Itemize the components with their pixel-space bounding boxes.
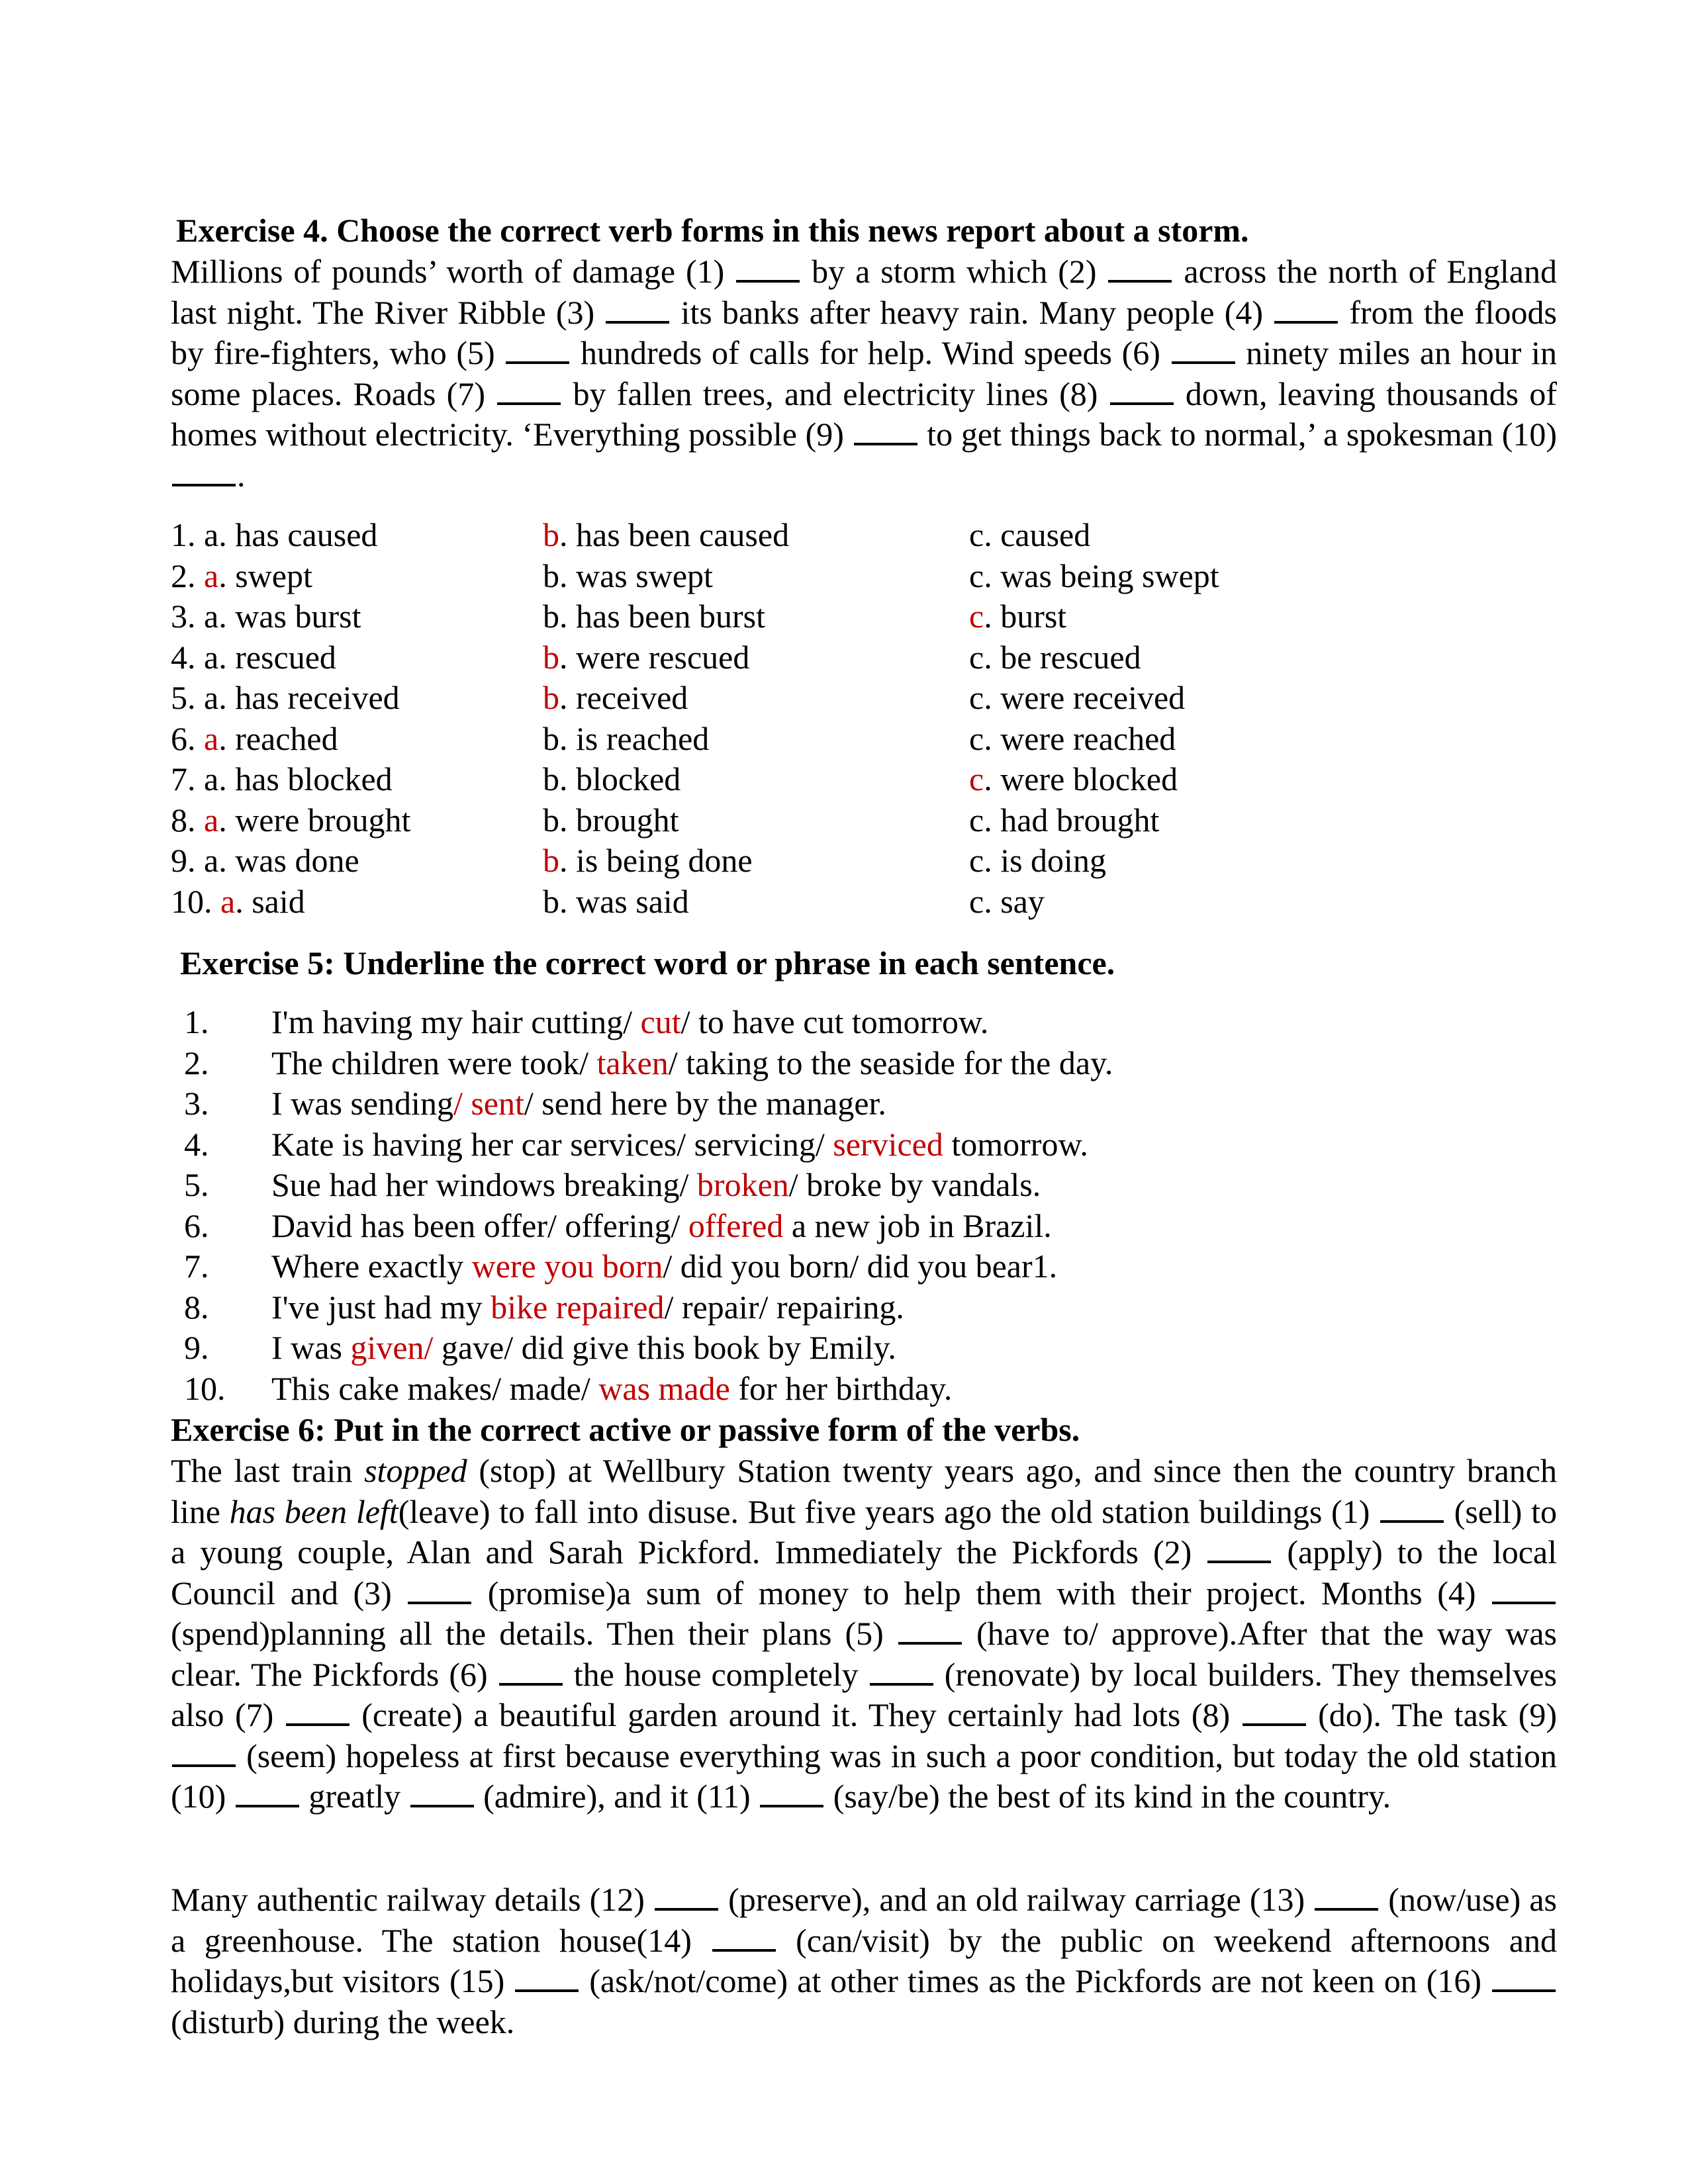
option-letter: a (204, 842, 219, 879)
answer-blank[interactable] (1108, 257, 1172, 283)
question-number: 10. (171, 882, 220, 920)
question-number: 8. (171, 801, 204, 839)
option-c[interactable] (969, 637, 1141, 678)
item-number: 7. (184, 1248, 209, 1285)
item-number: 9. (184, 1329, 209, 1366)
sentence (271, 1002, 988, 1043)
option-letter: c (969, 842, 984, 879)
option-letter: b (543, 842, 559, 879)
answer-blank[interactable] (172, 1742, 236, 1767)
option-letter: b (543, 516, 559, 553)
option-text: . has been burst (559, 598, 766, 635)
answer-blank[interactable] (1380, 1498, 1444, 1523)
option-text: . said (235, 882, 305, 920)
option-letter: a (204, 638, 219, 676)
option-row (171, 841, 1561, 882)
item-number: 1. (184, 1003, 209, 1040)
item-number: 6. (184, 1206, 209, 1244)
paragraph-text: (have to/ approve).After that the way was clear. The Pickfords (6) (171, 1615, 1557, 1693)
list-item (171, 1124, 1561, 1165)
answer-blank[interactable] (515, 1967, 579, 1992)
exercise-5-list (171, 1002, 1561, 1409)
option-b[interactable] (543, 515, 789, 556)
correct-choice[interactable]: taken (596, 1044, 669, 1081)
option-text: . was said (559, 882, 689, 920)
correct-choice[interactable]: serviced (833, 1125, 943, 1163)
paragraph-text: (stop) at Wellbury Station twenty years ago, and since then the country branch line (171, 1452, 1557, 1530)
option-text: . blocked (559, 760, 681, 797)
sentence-text: / send here by the manager. (524, 1085, 886, 1122)
answer-blank[interactable] (712, 1927, 776, 1952)
paragraph-text: (renovate) by local builders. They themselves also (7) (171, 1655, 1557, 1733)
correct-choice[interactable]: was made (598, 1369, 730, 1407)
sentence (271, 1083, 886, 1124)
option-c[interactable] (969, 556, 1219, 597)
answer-blank[interactable] (506, 339, 569, 364)
option-c[interactable] (969, 678, 1185, 719)
option-letter: a (220, 882, 236, 920)
option-text: . had brought (984, 801, 1160, 839)
correct-choice[interactable]: bike repaired (491, 1288, 665, 1326)
option-a[interactable] (171, 637, 336, 678)
option-c[interactable] (969, 841, 1106, 882)
option-text: . has been caused (559, 516, 790, 553)
option-letter: a (204, 801, 219, 839)
option-c[interactable] (969, 596, 1066, 637)
paragraph-text: . (237, 456, 246, 494)
option-c[interactable] (969, 800, 1159, 841)
option-text: . were blocked (984, 760, 1178, 797)
item-number: 8. (184, 1288, 209, 1326)
paragraph-text: (preserve), and an old railway carriage (13) (720, 1881, 1314, 1918)
option-b[interactable] (543, 759, 680, 800)
option-text: . was burst (218, 598, 361, 635)
option-letter: c (969, 760, 984, 797)
paragraph-text: (admire), and it (11) (475, 1778, 759, 1815)
option-text: . was being swept (984, 557, 1219, 594)
option-a[interactable] (171, 678, 400, 719)
item-number: 10. (184, 1369, 226, 1407)
item-number: 3. (184, 1085, 209, 1122)
option-row (171, 882, 1561, 923)
paragraph-text: from the floods by fire-fighters, who (5) (171, 293, 1558, 371)
sentence-text: a new job in Brazil. (783, 1206, 1052, 1244)
question-number: 7. (171, 760, 204, 797)
option-a[interactable] (171, 841, 359, 882)
option-letter: a (204, 557, 219, 594)
paragraph-text: ninety miles an hour in some places. Roads (7) (171, 334, 1557, 412)
paragraph-text: by fallen trees, and electricity lines (8) (562, 375, 1109, 412)
paragraph-text: (create) a beautiful garden around it. They certainly had lots (8) (350, 1696, 1241, 1733)
option-text: . received (559, 679, 688, 716)
option-letter: b (543, 679, 559, 716)
answer-blank[interactable] (606, 298, 669, 324)
option-letter: a (204, 516, 219, 553)
answer-blank[interactable] (870, 1661, 933, 1686)
correct-choice[interactable]: cut (640, 1003, 681, 1040)
option-letter: c (969, 679, 984, 716)
option-row (171, 515, 1561, 556)
paragraph-text: down, leaving thousands of homes without electricity. ‘Everything possible (9) (171, 375, 1557, 453)
sentence (271, 1165, 1041, 1206)
list-item (171, 1043, 1561, 1084)
option-text: . were reached (984, 719, 1176, 757)
sentence-text: I'm having my hair cutting/ (271, 1003, 641, 1040)
option-text: . was done (218, 842, 359, 879)
option-row (171, 556, 1561, 597)
answer-blank[interactable] (760, 1782, 823, 1807)
paragraph-text: (promise)a sum of money to help them with their project. Months (4) (473, 1574, 1491, 1612)
option-letter: a (204, 719, 219, 757)
list-item (171, 1287, 1561, 1328)
sentence-text: / to have cut tomorrow. (680, 1003, 989, 1040)
paragraph-text: (sell) to a young couple, Alan and Sarah Pickford. Immediately the Pickfords (2) (171, 1492, 1557, 1570)
option-letter: b (543, 882, 559, 920)
paragraph-text: (seem) hopeless at first because everything was in such a poor condition, but today the old station (10) (171, 1737, 1557, 1815)
answer-blank[interactable] (736, 257, 800, 283)
sentence-text: I've just had my (271, 1288, 491, 1326)
paragraph-text: (leave) to fall into disuse. But five years ago the old station buildings (1) (398, 1492, 1380, 1530)
answer-blank[interactable] (1207, 1538, 1271, 1563)
sentence (271, 1043, 1113, 1084)
sentence (271, 1369, 952, 1410)
paragraph-text: greatly (300, 1778, 409, 1815)
sentence-text: / did you born/ did you bear1. (663, 1248, 1058, 1285)
option-c[interactable] (969, 759, 1178, 800)
sentence (271, 1287, 904, 1328)
sentence-text: This cake makes/ made/ (271, 1369, 599, 1407)
option-text: . has caused (218, 516, 378, 553)
paragraph-text: (ask/not/come) at other times as the Pickfords are not keen on (16) (580, 1962, 1491, 1999)
option-b[interactable] (543, 637, 749, 678)
answer-blank[interactable] (497, 380, 561, 405)
option-b[interactable] (543, 841, 753, 882)
option-a[interactable] (171, 882, 305, 923)
sentence-text: / broke by vandals. (788, 1166, 1041, 1203)
sentence-text: I was (271, 1329, 351, 1366)
paragraph-text: (now/use) as a greenhouse. The station house(14) (171, 1881, 1557, 1959)
sentence (271, 1206, 1052, 1247)
option-text: . reached (218, 719, 338, 757)
option-b[interactable] (543, 678, 688, 719)
exercise-6-heading: Exercise 6: Put in the correct active or passive form of the verbs. (171, 1411, 1080, 1448)
paragraph-text: (say/be) the best of its kind in the country. (825, 1778, 1391, 1815)
option-text: . caused (984, 516, 1091, 553)
option-text: . were rescued (559, 638, 750, 676)
option-b[interactable] (543, 800, 679, 841)
option-text: . rescued (218, 638, 336, 676)
list-item (171, 1083, 1561, 1124)
paragraph-text: hundreds of calls for help. Wind speeds (6) (571, 334, 1170, 371)
correct-choice[interactable]: / sent (453, 1085, 524, 1122)
question-number: 3. (171, 598, 204, 635)
option-letter: c (969, 557, 984, 594)
option-text: . is doing (984, 842, 1106, 879)
option-letter: b (543, 598, 559, 635)
question-number: 9. (171, 842, 204, 879)
example-answer: stopped (364, 1452, 467, 1489)
correct-choice[interactable]: were you born (471, 1248, 663, 1285)
sentence (271, 1328, 896, 1369)
option-letter: b (543, 719, 559, 757)
option-row (171, 800, 1561, 841)
option-text: . burst (984, 598, 1067, 635)
paragraph-text: The last train (171, 1452, 365, 1489)
answer-blank[interactable] (1110, 380, 1174, 405)
sentence-text: David has been offer/ offering/ (271, 1206, 688, 1244)
option-letter: b (543, 557, 559, 594)
sentence-text: / repair/ repairing. (664, 1288, 904, 1326)
option-b[interactable] (543, 596, 765, 637)
correct-choice[interactable]: given/ (350, 1329, 434, 1366)
paragraph-text: (disturb) during the week. (171, 2003, 515, 2040)
sentence-text: Sue had her windows breaking/ (271, 1166, 697, 1203)
option-letter: c (969, 801, 984, 839)
item-number: 5. (184, 1166, 209, 1203)
option-b[interactable] (543, 719, 709, 760)
paragraph-text: across the north of England last night. The River Ribble (3) (171, 253, 1558, 331)
answer-blank[interactable] (1492, 1579, 1556, 1604)
option-c[interactable] (969, 882, 1045, 923)
option-c[interactable] (969, 515, 1090, 556)
exercise-4-heading: Exercise 4. Choose the correct verb forms in this news report about a storm. (176, 212, 1249, 249)
answer-blank[interactable] (1172, 339, 1235, 364)
option-letter: c (969, 598, 984, 635)
sentence-text: Kate is having her car services/ servicing/ (271, 1125, 833, 1163)
answer-blank[interactable] (1492, 1967, 1556, 1992)
option-row (171, 596, 1561, 637)
option-b[interactable] (543, 556, 713, 597)
question-number: 5. (171, 679, 204, 716)
answer-blank[interactable] (1274, 298, 1338, 324)
list-item (171, 1246, 1561, 1287)
question-number: 4. (171, 638, 204, 676)
sentence-text: / taking to the seaside for the day. (668, 1044, 1113, 1081)
option-letter: a (204, 598, 219, 635)
answer-blank[interactable] (286, 1701, 350, 1726)
option-text: . be rescued (984, 638, 1141, 676)
list-item (171, 1369, 1561, 1410)
option-letter: c (969, 638, 984, 676)
option-a[interactable] (171, 556, 312, 597)
option-text: . were received (984, 679, 1186, 716)
sentence-text: I was sending (271, 1085, 453, 1122)
paragraph-text: by a storm which (2) (801, 253, 1107, 290)
answer-blank[interactable] (1315, 1886, 1378, 1911)
answer-blank[interactable] (854, 420, 917, 445)
sentence (271, 1246, 1057, 1287)
paragraph-text: (apply) to the local Council and (3) (171, 1533, 1558, 1612)
answer-blank[interactable] (410, 1782, 474, 1807)
option-letter: c (969, 882, 984, 920)
list-item (171, 1165, 1561, 1206)
option-a[interactable] (171, 759, 393, 800)
answer-blank[interactable] (408, 1579, 471, 1604)
exercise-6-paragraph-1 (171, 1451, 1557, 1817)
answer-blank[interactable] (499, 1661, 563, 1686)
option-text: . has blocked (218, 760, 393, 797)
list-item (171, 1328, 1561, 1369)
paragraph-text: the house completely (563, 1655, 868, 1693)
paragraph-text: its banks after heavy rain. Many people (4) (671, 293, 1274, 331)
correct-choice[interactable]: broken (696, 1166, 789, 1203)
sentence-text: tomorrow. (943, 1125, 1088, 1163)
paragraph-text: Millions of pounds’ worth of damage (1) (171, 253, 735, 290)
list-item (171, 1002, 1561, 1043)
sentence-text: for her birthday. (729, 1369, 953, 1407)
example-answer: has been left (229, 1492, 399, 1530)
option-row (171, 759, 1561, 800)
sentence-text: Where exactly (271, 1248, 472, 1285)
answer-blank[interactable] (655, 1886, 718, 1911)
exercise-6-paragraph-2 (171, 1880, 1557, 2042)
option-text: . were brought (218, 801, 411, 839)
option-letter: c (969, 719, 984, 757)
question-number: 1. (171, 516, 204, 553)
option-text: . brought (559, 801, 679, 839)
option-a[interactable] (171, 800, 410, 841)
option-text: . was swept (559, 557, 713, 594)
option-b[interactable] (543, 882, 689, 923)
correct-choice[interactable]: offered (688, 1206, 784, 1244)
option-a[interactable] (171, 515, 377, 556)
question-number: 6. (171, 719, 204, 757)
sentence-text: The children were took/ (271, 1044, 597, 1081)
list-item (171, 1206, 1561, 1247)
option-row (171, 678, 1561, 719)
item-number: 4. (184, 1125, 209, 1163)
option-c[interactable] (969, 719, 1176, 760)
exercise-5-heading: Exercise 5: Underline the correct word or phrase in each sentence. (180, 944, 1115, 981)
option-text: . swept (218, 557, 312, 594)
answer-blank[interactable] (1243, 1701, 1306, 1726)
answer-blank[interactable] (236, 1782, 299, 1807)
option-letter: b (543, 638, 559, 676)
answer-blank[interactable] (172, 461, 236, 486)
option-text: . has received (218, 679, 400, 716)
item-number: 2. (184, 1044, 209, 1081)
option-letter: b (543, 760, 559, 797)
option-letter: a (204, 679, 219, 716)
option-letter: b (543, 801, 559, 839)
option-text: . say (984, 882, 1045, 920)
option-a[interactable] (171, 719, 338, 760)
option-a[interactable] (171, 596, 361, 637)
option-row (171, 637, 1561, 678)
paragraph-text: (do). The task (9) (1307, 1696, 1557, 1733)
paragraph-text: (can/visit) by the public on weekend afternoons and holidays,but visitors (15) (171, 1921, 1557, 1999)
answer-blank[interactable] (898, 1619, 962, 1645)
paragraph-text: (spend)planning all the details. Then their plans (5) (171, 1615, 897, 1652)
paragraph-text: to get things back to normal,’ a spokesman (10) (918, 416, 1558, 453)
exercise-4-options (171, 515, 1561, 922)
option-letter: c (969, 516, 984, 553)
option-row (171, 719, 1561, 760)
exercise-4-paragraph (171, 251, 1557, 496)
option-letter: a (204, 760, 219, 797)
option-text: . is being done (559, 842, 753, 879)
sentence (271, 1124, 1088, 1165)
sentence-text: gave/ did give this book by Emily. (433, 1329, 896, 1366)
question-number: 2. (171, 557, 204, 594)
paragraph-text: Many authentic railway details (12) (171, 1881, 654, 1918)
option-text: . is reached (559, 719, 710, 757)
